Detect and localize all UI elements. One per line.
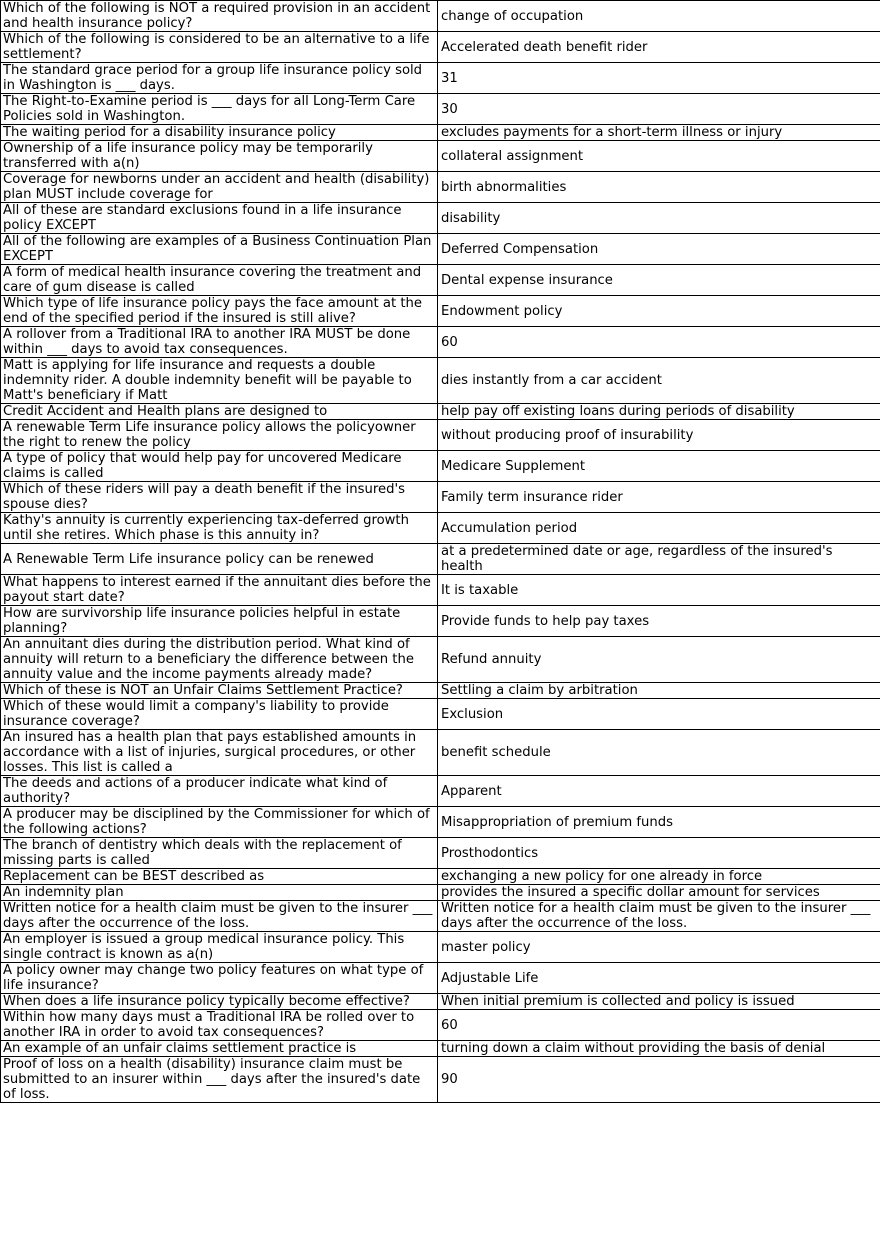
answer-cell: Deferred Compensation xyxy=(438,234,880,265)
table-row xyxy=(1,1,880,32)
table-row xyxy=(1,203,880,234)
question-cell: Which of these riders will pay a death benefit if the insured's spouse dies? xyxy=(1,482,438,513)
answer-cell: Provide funds to help pay taxes xyxy=(438,606,880,637)
table-row xyxy=(1,482,880,513)
table-row xyxy=(1,296,880,327)
answer-cell: Apparent xyxy=(438,776,880,807)
table-row xyxy=(1,451,880,482)
table-row xyxy=(1,901,880,932)
question-cell: A rollover from a Traditional IRA to another IRA MUST be done within ___ days to avoid tax consequences. xyxy=(1,327,438,358)
question-cell: Coverage for newborns under an accident and health (disability) plan MUST include coverage for xyxy=(1,172,438,203)
table-row xyxy=(1,1057,880,1103)
table-row xyxy=(1,265,880,296)
question-cell: What happens to interest earned if the annuitant dies before the payout start date? xyxy=(1,575,438,606)
question-cell: Credit Accident and Health plans are designed to xyxy=(1,404,438,420)
answer-cell: 90 xyxy=(438,1057,880,1103)
question-cell: A type of policy that would help pay for uncovered Medicare claims is called xyxy=(1,451,438,482)
answer-cell: Refund annuity xyxy=(438,637,880,683)
question-cell: Which of the following is NOT a required provision in an accident and health insurance policy? xyxy=(1,1,438,32)
table-row xyxy=(1,420,880,451)
answer-cell: exchanging a new policy for one already in force xyxy=(438,869,880,885)
table-row xyxy=(1,730,880,776)
question-cell: Matt is applying for life insurance and requests a double indemnity rider. A double indemnity benefit will be payable to Matt's beneficiary if Matt xyxy=(1,358,438,404)
question-cell: All of the following are examples of a Business Continuation Plan EXCEPT xyxy=(1,234,438,265)
question-cell: An example of an unfair claims settlement practice is xyxy=(1,1041,438,1057)
question-cell: Ownership of a life insurance policy may be temporarily transferred with a(n) xyxy=(1,141,438,172)
table-row xyxy=(1,358,880,404)
table-row xyxy=(1,838,880,869)
table-row xyxy=(1,63,880,94)
question-cell: Written notice for a health claim must be given to the insurer ___ days after the occurrence of the loss. xyxy=(1,901,438,932)
answer-cell: benefit schedule xyxy=(438,730,880,776)
question-cell: A producer may be disciplined by the Commissioner for which of the following actions? xyxy=(1,807,438,838)
question-cell: An indemnity plan xyxy=(1,885,438,901)
table-row xyxy=(1,994,880,1010)
question-cell: An employer is issued a group medical insurance policy. This single contract is known as a(n) xyxy=(1,932,438,963)
answer-cell: Family term insurance rider xyxy=(438,482,880,513)
question-cell: The waiting period for a disability insurance policy xyxy=(1,125,438,141)
question-cell: A Renewable Term Life insurance policy can be renewed xyxy=(1,544,438,575)
question-cell: Which type of life insurance policy pays the face amount at the end of the specified period if the insured is still alive? xyxy=(1,296,438,327)
question-cell: Proof of loss on a health (disability) insurance claim must be submitted to an insurer within ___ days after the insured's date of loss. xyxy=(1,1057,438,1103)
answer-cell: 30 xyxy=(438,94,880,125)
table-row xyxy=(1,776,880,807)
answer-cell: excludes payments for a short-term illness or injury xyxy=(438,125,880,141)
table-row xyxy=(1,963,880,994)
answer-cell: It is taxable xyxy=(438,575,880,606)
table-row xyxy=(1,172,880,203)
answer-cell: Dental expense insurance xyxy=(438,265,880,296)
question-cell: Which of the following is considered to be an alternative to a life settlement? xyxy=(1,32,438,63)
question-cell: Which of these is NOT an Unfair Claims Settlement Practice? xyxy=(1,683,438,699)
question-cell: A renewable Term Life insurance policy allows the policyowner the right to renew the policy xyxy=(1,420,438,451)
answer-cell: Written notice for a health claim must be given to the insurer ___ days after the occurrence of the loss. xyxy=(438,901,880,932)
table-row xyxy=(1,932,880,963)
answer-cell: 60 xyxy=(438,1010,880,1041)
question-cell: The deeds and actions of a producer indicate what kind of authority? xyxy=(1,776,438,807)
table-row xyxy=(1,637,880,683)
table-row xyxy=(1,699,880,730)
answer-cell: Medicare Supplement xyxy=(438,451,880,482)
question-cell: The Right-to-Examine period is ___ days for all Long-Term Care Policies sold in Washington. xyxy=(1,94,438,125)
question-cell: A policy owner may change two policy features on what type of life insurance? xyxy=(1,963,438,994)
answer-cell: master policy xyxy=(438,932,880,963)
answer-cell: Accumulation period xyxy=(438,513,880,544)
question-cell: How are survivorship life insurance policies helpful in estate planning? xyxy=(1,606,438,637)
answer-cell: turning down a claim without providing the basis of denial xyxy=(438,1041,880,1057)
table-row xyxy=(1,544,880,575)
answer-cell: change of occupation xyxy=(438,1,880,32)
answer-cell: Settling a claim by arbitration xyxy=(438,683,880,699)
table-row xyxy=(1,1010,880,1041)
question-cell: Within how many days must a Traditional IRA be rolled over to another IRA in order to avoid tax consequences? xyxy=(1,1010,438,1041)
table-row xyxy=(1,885,880,901)
question-cell: An annuitant dies during the distribution period. What kind of annuity will return to a beneficiary the difference between the annuity value and the income payments already made? xyxy=(1,637,438,683)
table-row xyxy=(1,683,880,699)
answer-cell: Endowment policy xyxy=(438,296,880,327)
table-row xyxy=(1,807,880,838)
question-cell: All of these are standard exclusions found in a life insurance policy EXCEPT xyxy=(1,203,438,234)
answer-cell: Accelerated death benefit rider xyxy=(438,32,880,63)
answer-cell: 60 xyxy=(438,327,880,358)
answer-cell: Prosthodontics xyxy=(438,838,880,869)
table-row xyxy=(1,327,880,358)
answer-cell: Exclusion xyxy=(438,699,880,730)
answer-cell: disability xyxy=(438,203,880,234)
answer-cell: collateral assignment xyxy=(438,141,880,172)
table-row xyxy=(1,869,880,885)
table-row xyxy=(1,94,880,125)
table-row xyxy=(1,1041,880,1057)
table-row xyxy=(1,32,880,63)
table-row xyxy=(1,234,880,265)
question-cell: When does a life insurance policy typically become effective? xyxy=(1,994,438,1010)
answer-cell: Adjustable Life xyxy=(438,963,880,994)
question-cell: Kathy's annuity is currently experiencing tax-deferred growth until she retires. Which phase is this annuity in? xyxy=(1,513,438,544)
question-cell: An insured has a health plan that pays established amounts in accordance with a list of injuries, surgical procedures, or other losses. This list is called a xyxy=(1,730,438,776)
answer-cell: When initial premium is collected and policy is issued xyxy=(438,994,880,1010)
answer-cell: dies instantly from a car accident xyxy=(438,358,880,404)
question-cell: Which of these would limit a company's liability to provide insurance coverage? xyxy=(1,699,438,730)
question-cell: The branch of dentistry which deals with the replacement of missing parts is called xyxy=(1,838,438,869)
question-cell: A form of medical health insurance covering the treatment and care of gum disease is called xyxy=(1,265,438,296)
table-row xyxy=(1,141,880,172)
answer-cell: provides the insured a specific dollar amount for services xyxy=(438,885,880,901)
question-cell: The standard grace period for a group life insurance policy sold in Washington is ___ days. xyxy=(1,63,438,94)
answer-cell: Misappropriation of premium funds xyxy=(438,807,880,838)
answer-cell: 31 xyxy=(438,63,880,94)
answer-cell: help pay off existing loans during periods of disability xyxy=(438,404,880,420)
table-row xyxy=(1,404,880,420)
flashcard-rows xyxy=(1,1,880,1103)
table-row xyxy=(1,575,880,606)
answer-cell: at a predetermined date or age, regardless of the insured's health xyxy=(438,544,880,575)
answer-cell: without producing proof of insurability xyxy=(438,420,880,451)
table-row xyxy=(1,513,880,544)
question-cell: Replacement can be BEST described as xyxy=(1,869,438,885)
table-row xyxy=(1,125,880,141)
table-row xyxy=(1,606,880,637)
answer-cell: birth abnormalities xyxy=(438,172,880,203)
